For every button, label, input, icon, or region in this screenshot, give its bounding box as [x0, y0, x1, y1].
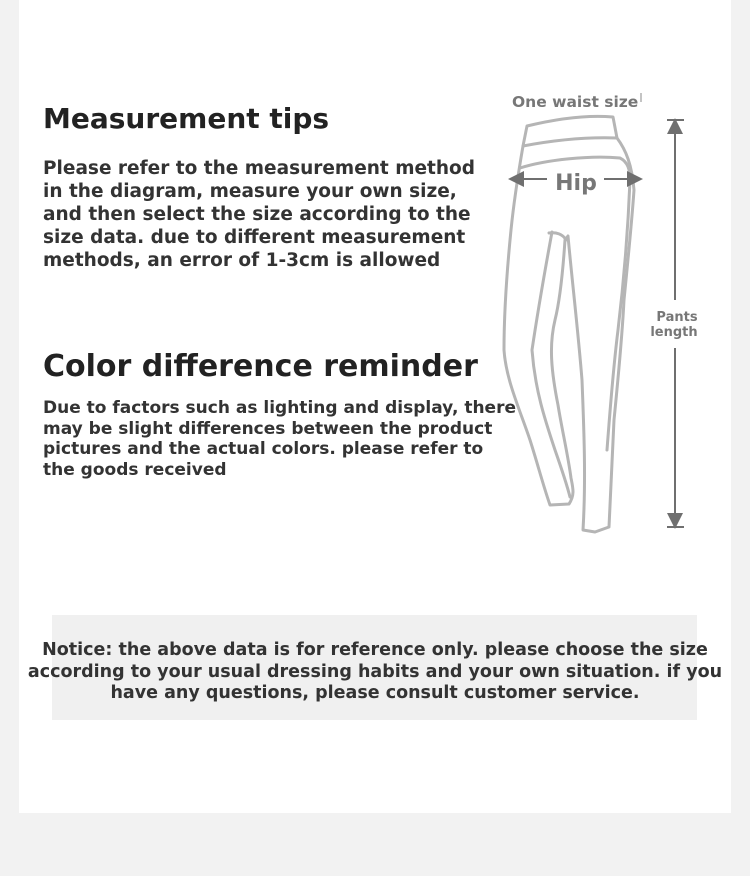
notice-text: Notice: the above data is for reference only. please choose the size according to your usual dressing habits and your own situation. if you have any questions, please consult customer service. [27, 640, 723, 703]
pants-length-label-line1: Pants [656, 310, 698, 325]
waist-label: One waist size [512, 93, 639, 111]
measurement-tips-text: Please refer to the measurement method in the diagram, measure your own size, and then select the size according to the size data. due to different measurement methods, an error of 1-3cm is allowed [43, 158, 475, 271]
color-difference-title: Color difference reminder [43, 349, 478, 384]
hip-label: Hip [555, 171, 597, 196]
measurement-tips-title: Measurement tips [43, 102, 330, 135]
pants-length-label-line2: length [650, 325, 698, 340]
color-difference-text: Due to factors such as lighting and display, there may be slight differences between the product pictures and the actual colors. please refer to the goods received [43, 398, 516, 480]
